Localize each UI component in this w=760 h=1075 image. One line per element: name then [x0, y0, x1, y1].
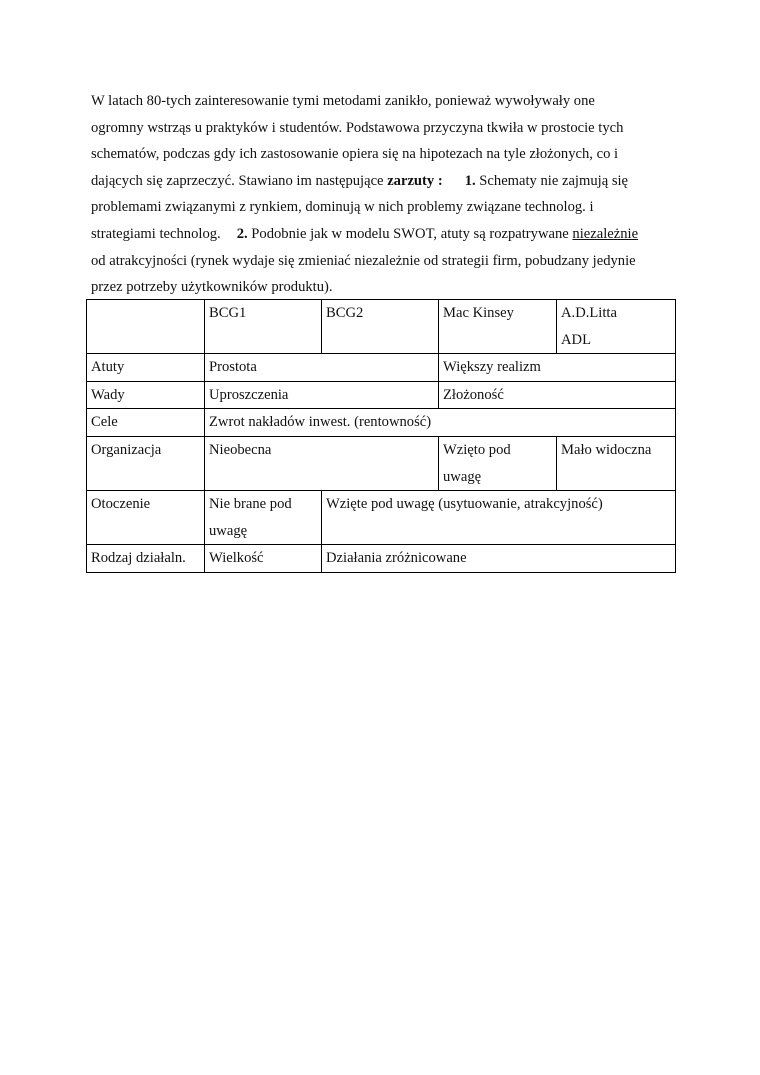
- table-cell: Nieobecna: [205, 436, 439, 490]
- table-row-wady: [87, 381, 676, 409]
- paragraph-line: ogromny wstrząs u praktyków i studentów. Podstawowa przyczyna tkwiła w prostocie tych: [91, 119, 624, 136]
- paragraph-line: problemami związanymi z rynkiem, dominują w nich problemy związane technolog. i: [91, 199, 594, 216]
- paragraph-text: strategiami technolog.: [91, 225, 221, 242]
- header-mackinsey: Mac Kinsey: [439, 300, 557, 354]
- paragraph-text: dających się zaprzeczyć. Stawiano im następujące: [91, 172, 388, 189]
- table-cell: Wielkość: [205, 545, 322, 573]
- paragraph-line: przez potrzeby użytkowników produktu).: [91, 279, 333, 296]
- underlined-term: niezależnie: [572, 225, 639, 242]
- table-row-atuty: [87, 354, 676, 382]
- cell-line: uwagę: [443, 468, 482, 485]
- row-label: Wady: [87, 381, 205, 409]
- row-label: Cele: [87, 409, 205, 437]
- paragraph-text: Podobnie jak w modelu SWOT, atuty są rozpatrywane: [247, 225, 573, 242]
- paragraph-line: schematów, podczas gdy ich zastosowanie opiera się na hipotezach na tyle złożonych, co i: [91, 146, 619, 163]
- header-bcg1: BCG1: [205, 300, 322, 354]
- paragraph-text: Schematy nie zajmują się: [475, 172, 629, 189]
- table-row-cele: [87, 409, 676, 437]
- row-label: Organizacja: [87, 436, 205, 490]
- cell-line: Wzięto pod: [443, 441, 511, 458]
- table-cell: Działania zróżnicowane: [322, 545, 676, 573]
- header-adl-line2: ADL: [561, 331, 591, 348]
- header-adl: [557, 300, 676, 354]
- table-cell: Większy realizm: [439, 354, 676, 382]
- list-number-2: 2.: [236, 225, 248, 242]
- header-empty-cell: [87, 300, 205, 354]
- comparison-table: [86, 299, 676, 573]
- list-number-1: 1.: [464, 172, 476, 189]
- table-row-otoczenie: [87, 491, 676, 545]
- row-label: Rodzaj działaln.: [87, 545, 205, 573]
- paragraph-line: [91, 221, 681, 248]
- table-row-organizacja: [87, 436, 676, 490]
- table-cell: Uproszczenia: [205, 381, 439, 409]
- table-cell: Zwrot nakładów inwest. (rentowność): [205, 409, 676, 437]
- table-cell: Prostota: [205, 354, 439, 382]
- paragraph-line: [91, 168, 681, 195]
- row-label: Atuty: [87, 354, 205, 382]
- table-row-rodzaj: [87, 545, 676, 573]
- cell-line: Nie brane pod: [209, 496, 292, 513]
- table-cell: Wzięte pod uwagę (usytuowanie, atrakcyjność): [322, 491, 676, 545]
- table-cell: Złożoność: [439, 381, 676, 409]
- header-bcg2: BCG2: [322, 300, 439, 354]
- table-header-row: [87, 300, 676, 354]
- row-label: Otoczenie: [87, 491, 205, 545]
- table-cell: [205, 491, 322, 545]
- paragraph-line: W latach 80-tych zainteresowanie tymi metodami zanikło, ponieważ wywoływały one: [91, 93, 595, 109]
- header-adl-line1: A.D.Litta: [561, 305, 617, 321]
- table-cell: Mało widoczna: [557, 436, 676, 490]
- cell-line: uwagę: [209, 522, 248, 539]
- table-cell: [439, 436, 557, 490]
- paragraph-line: od atrakcyjności (rynek wydaje się zmieniać niezależnie od strategii firm, pobudzany jedynie: [91, 252, 636, 269]
- body-paragraph: [91, 88, 681, 301]
- bold-term-zarzuty: zarzuty :: [387, 172, 443, 189]
